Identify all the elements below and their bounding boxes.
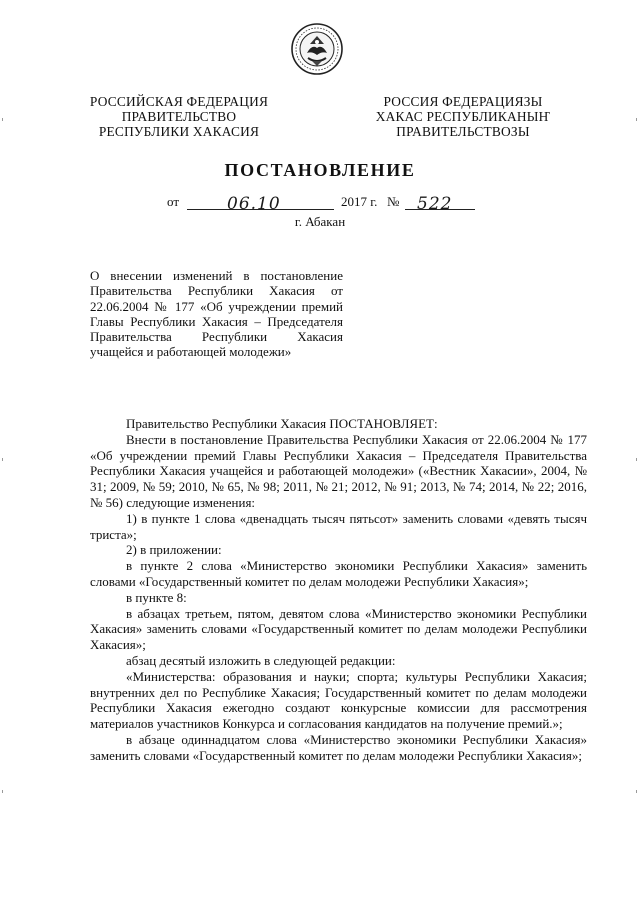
handwritten-number: 522 <box>417 194 453 214</box>
body-paragraph: «Министерства: образования и науки; спорта; культуры Республики Хакасия; внутренних дел по Республике Хакасия; Государственный комитет по делам молодежи Республики Хакасия ежегодно создают конкурсные комиссии для рассмотрения материалов участников Конкурса и согласования кандидатов на получение премий.»; <box>90 668 587 732</box>
body-paragraph: в абзаце одиннадцатом слова «Министерство экономики Республики Хакасия» заменить словами «Государственный комитет по делам молодежи Республики Хакасия»; <box>90 731 587 763</box>
header-left-line: РОССИЙСКАЯ ФЕДЕРАЦИЯ <box>89 94 269 109</box>
body-paragraph: Правительство Республики Хакасия ПОСТАНОВЛЯЕТ: <box>126 416 438 431</box>
header-right-line: ХАКАС РЕСПУБЛИКАНЫҤ <box>375 109 551 124</box>
coat-of-arms-icon <box>290 22 344 76</box>
header-left-line: ПРАВИТЕЛЬСТВО <box>121 109 237 124</box>
scan-margin-mark <box>636 790 637 793</box>
body-paragraph: абзац десятый изложить в следующей редакции: <box>126 652 396 668</box>
body-paragraph: Внести в постановление Правительства Республики Хакасия от 22.06.2004 № 177 «Об учреждении премий Главы Республики Хакасия – Председателя Правительства Республики Хакасия учащейся и работающей молодежи» («Вестник Хакасии», 2004, № 31; 2009, № 59; 2010, № 65, № 98; 2011, № 21; 2012, № 91; 2013, № 74; 2014, № 22; 2016, № 56) следующие изменения: <box>90 431 587 510</box>
scan-margin-mark <box>2 118 3 121</box>
header-right-line: РОССИЯ ФЕДЕРАЦИЯЗЫ <box>383 94 543 109</box>
date-year: 2017 г. <box>341 194 378 209</box>
body-paragraph: в пункте 8: <box>126 589 187 605</box>
document-body <box>90 416 587 764</box>
header-left <box>54 94 304 139</box>
handwritten-date: 06.10 <box>227 194 281 214</box>
header-left-line: РЕСПУБЛИКИ ХАКАСИЯ <box>98 124 260 139</box>
body-paragraph: в пункте 2 слова «Министерство экономики Республики Хакасия» заменить словами «Государственный комитет по делам молодежи Республики Хакасия»; <box>90 558 587 589</box>
date-prefix: от <box>167 194 180 209</box>
scan-margin-mark <box>2 790 3 793</box>
scan-margin-mark <box>2 458 3 461</box>
header-right-line: ПРАВИТЕЛЬСТВОЗЫ <box>396 124 530 139</box>
body-paragraph: 2) в приложении: <box>126 542 222 558</box>
body-paragraph: в абзацах третьем, пятом, девятом слова «Министерство экономики Республики Хакасия» заменить словами «Государственный комитет по делам молодежи Республики Хакасия»; <box>90 605 587 653</box>
city: г. Абакан <box>294 214 346 229</box>
scan-margin-mark <box>636 118 637 121</box>
number-label: № <box>387 194 400 209</box>
scan-margin-mark <box>636 458 637 461</box>
document-subject: О внесении изменений в постановление Правительства Республики Хакасия от 22.06.2004 № 177 «Об учреждении премий Главы Республики Хакасия – Председателя Правительства Республики Хакасия учащейся и работающей молодежи» <box>90 268 343 360</box>
header-right <box>338 94 588 139</box>
document-title: ПОСТАНОВЛЕНИЕ <box>224 160 416 180</box>
date-number-line <box>167 194 487 214</box>
body-paragraph: 1) в пункте 1 слова «двенадцать тысяч пятьсот» заменить словами «девять тысяч триста»; <box>90 510 587 542</box>
